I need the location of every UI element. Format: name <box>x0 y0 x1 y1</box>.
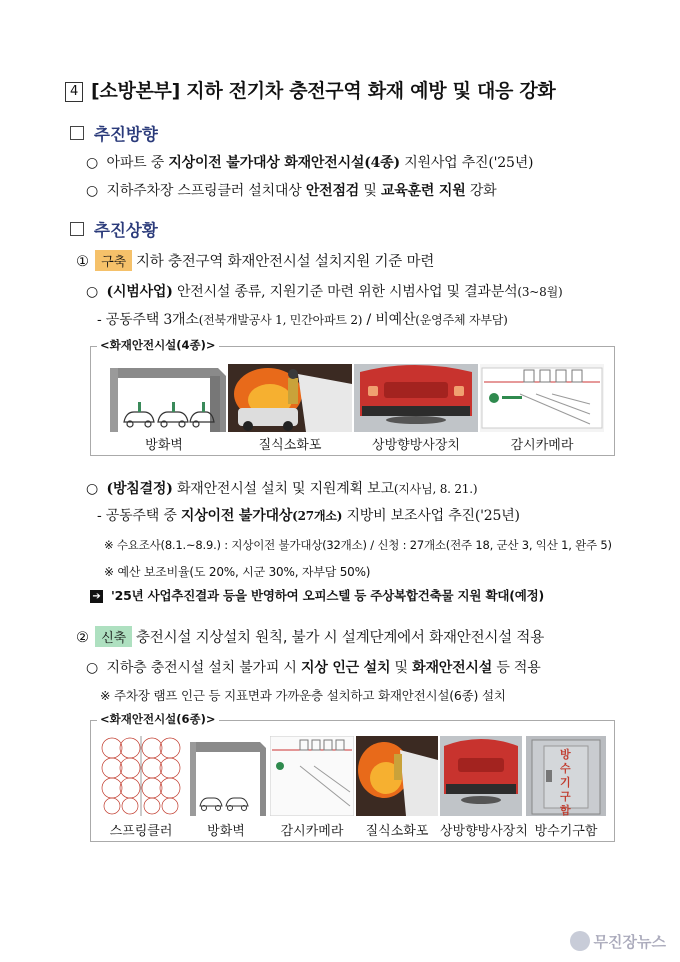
section-heading-status <box>70 217 158 241</box>
status-item-1: ① 구축 지하 충전구역 화재안전시설 설치지원 기준 마련 <box>76 250 434 271</box>
subsidy-line: - 공동주택 중 지상이전 불가대상(27개소) 지방비 보조사업 추진('25년) <box>97 508 520 524</box>
title-number: 4 <box>65 82 83 102</box>
section-heading-direction <box>70 121 158 145</box>
firewall-image-2 <box>186 740 266 816</box>
section-heading-text: 추진방향 <box>94 125 158 144</box>
caption-camera-2: 감시카메라 <box>280 824 344 839</box>
watermark: 무진장뉴스 <box>570 931 666 952</box>
ramp-note: ※ 주차장 램프 인근 등 지표면과 가까운층 설치하고 화재안전시설(6종) 설치 <box>100 688 506 703</box>
caption-firewall: 방화벽 <box>145 438 183 453</box>
caption-camera: 감시카메라 <box>510 438 574 453</box>
expansion-plan: ➔ '25년 사업추진결과 등을 반영하여 오피스텔 등 주상복합건축물 지원 확대(예정) <box>90 586 544 604</box>
arrow-right-icon: ➔ <box>90 590 103 603</box>
surveillance-camera-image <box>480 364 604 432</box>
direction-item-2: ○ 지하주차장 스프링클러 설치대상 안전점검 및 교육훈련 지원 강화 <box>86 183 497 199</box>
fire-blanket-image-2 <box>356 736 438 816</box>
caption-upward-spray: 상방향방사장치 <box>372 438 460 453</box>
checkbox-square-icon <box>70 222 84 236</box>
caption-fire-blanket-2: 질식소화포 <box>365 824 429 839</box>
title-text: [소방본부] 지하 전기차 충전구역 화재 예방 및 대응 강화 <box>91 80 556 102</box>
caption-hose-cabinet: 방수기구함 <box>534 824 598 839</box>
watermark-logo-icon <box>570 931 590 951</box>
cabinet-label: 방수기구함 <box>560 748 571 816</box>
panel-label: <화재안전시설(4종)> <box>97 337 219 353</box>
caption-sprinkler: 스프링클러 <box>109 824 173 839</box>
policy-decision-line: ○ (방침결정) 화재안전시설 설치 및 지원계획 보고(지사님, 8. 21.) <box>86 481 478 497</box>
pilot-detail-line: - 공동주택 3개소(전북개발공사 1, 민간아파트 2) / 비예산(운영주체 자부담) <box>97 312 508 328</box>
tag-new-build: 신축 <box>95 626 132 647</box>
underground-line: ○ 지하층 충전시설 설치 불가피 시 지상 인근 설치 및 화재안전시설 등 적용 <box>86 660 541 676</box>
surveillance-camera-image-2 <box>270 736 354 816</box>
checkbox-square-icon <box>70 126 84 140</box>
tag-build: 구축 <box>95 250 132 271</box>
pilot-project-line: ○ (시범사업) 안전시설 종류, 지원기준 마련 위한 시범사업 및 결과분석(3~8월) <box>86 284 563 300</box>
caption-upward-spray-2: 상방향방사장치 <box>440 824 528 839</box>
survey-note: ※ 수요조사(8.1.~8.9.) : 지상이전 불가대상(32개소) / 신청 : 27개소(전주 18, 군산 3, 익산 1, 완주 5) <box>104 538 612 552</box>
panel-label: <화재안전시설(6종)> <box>97 711 219 727</box>
status-item-2: ② 신축 충전시설 지상설치 원칙, 불가 시 설계단계에서 화재안전시설 적용 <box>76 626 544 647</box>
hose-cabinet-image <box>526 736 606 816</box>
caption-fire-blanket: 질식소화포 <box>258 438 322 453</box>
upward-spray-device-image <box>354 364 478 432</box>
document-title <box>65 76 555 103</box>
fire-blanket-image <box>228 364 352 432</box>
upward-spray-device-image-2 <box>440 736 522 816</box>
direction-item-1: ○ 아파트 중 지상이전 불가대상 화재안전시설(4종) 지원사업 추진('25년) <box>86 155 534 171</box>
budget-note: ※ 예산 보조비율(도 20%, 시군 30%, 자부담 50%) <box>104 565 371 579</box>
sprinkler-image <box>100 736 182 816</box>
caption-firewall-2: 방화벽 <box>207 824 245 839</box>
section-heading-text: 추진상황 <box>94 221 158 240</box>
firewall-image <box>102 364 226 432</box>
